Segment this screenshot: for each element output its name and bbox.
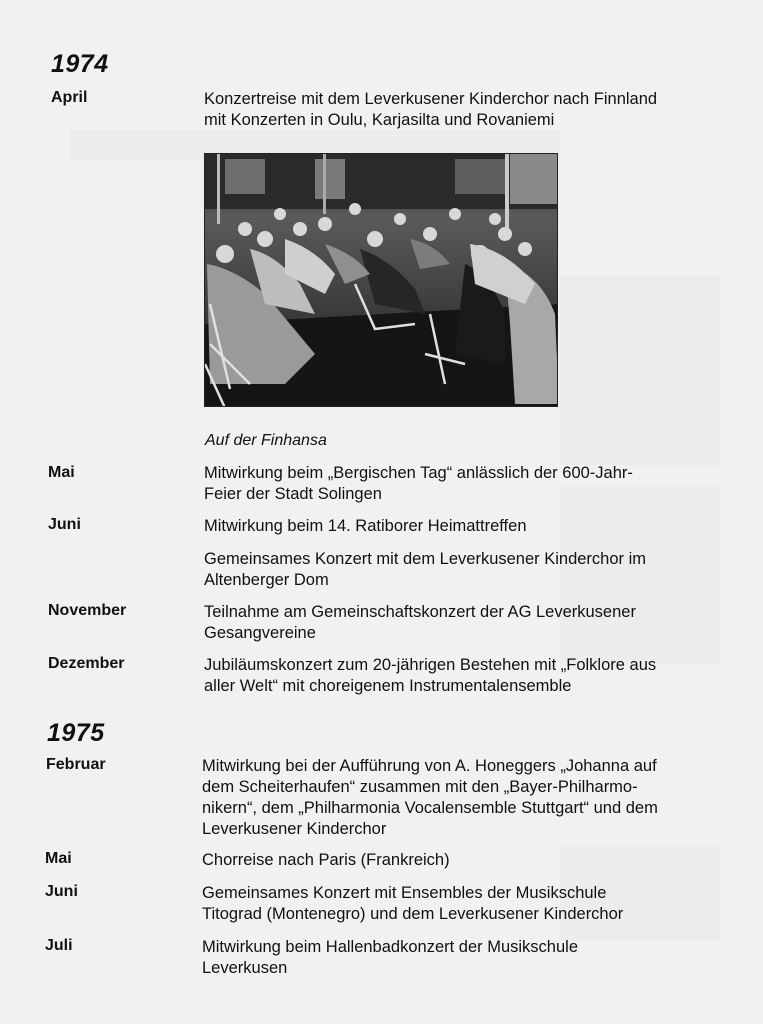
entry-text [202, 883, 722, 925]
month-label: Februar [46, 756, 106, 773]
entry-line: Konzertreise mit dem Leverkusener Kinderchor nach Finnland [204, 90, 658, 108]
concert-audience-photo [204, 153, 558, 407]
month-label: Mai [45, 850, 72, 867]
entry-line: Mitwirkung beim 14. Ratiborer Heimattreffen [204, 517, 527, 535]
entry-line: Mitwirkung beim Hallenbadkonzert der Musikschule [202, 938, 578, 956]
entry-line: Mitwirkung bei der Aufführung von A. Honeggers „Johanna auf [202, 757, 657, 775]
entry-line: Leverkusener Kinderchor [202, 820, 387, 838]
entry-line: Leverkusen [202, 959, 288, 977]
entry-text [204, 655, 724, 697]
entry-text [204, 602, 724, 644]
entry-line: mit Konzerten in Oulu, Karjasilta und Rovaniemi [204, 111, 555, 129]
photo-caption: Auf der Finhansa [205, 432, 327, 449]
entry-line: Teilnahme am Gemeinschaftskonzert der AG Leverkusener [204, 603, 636, 621]
month-label: Juni [45, 883, 78, 900]
entry-line: aller Welt“ mit choreigenem Instrumentalensemble [204, 677, 572, 695]
entry-line: Titograd (Montenegro) und dem Leverkusener Kinderchor [202, 905, 624, 923]
month-label: Mai [48, 464, 75, 481]
entry-text [204, 549, 724, 591]
month-label: Juni [48, 516, 81, 533]
entry-line: Chorreise nach Paris (Frankreich) [202, 851, 450, 869]
show-through-block [560, 275, 720, 465]
month-label: Dezember [48, 655, 125, 672]
entry-line: dem Scheiterhaufen“ zusammen mit den „Bayer-Philharmo- [202, 778, 638, 796]
entry-line: Mitwirkung beim „Bergischen Tag“ anlässlich der 600-Jahr- [204, 464, 633, 482]
month-label: Juli [45, 937, 73, 954]
entry-text [204, 516, 724, 537]
entry-line: nikern“, dem „Philharmonia Vocalensemble Stuttgart“ und dem [202, 799, 658, 817]
entry-text [202, 756, 722, 840]
entry-text [202, 937, 722, 979]
entry-line: Jubiläumskonzert zum 20-jährigen Bestehen mit „Folklore aus [204, 656, 657, 674]
entry-line: Gemeinsames Konzert mit dem Leverkusener Kinderchor im [204, 550, 647, 568]
entry-line: Gesangvereine [204, 624, 316, 642]
entry-line: Altenberger Dom [204, 571, 329, 589]
year-heading: 1974 [51, 50, 109, 78]
entry-text [204, 463, 724, 505]
month-label: April [51, 89, 88, 106]
entry-line: Gemeinsames Konzert mit Ensembles der Musikschule [202, 884, 607, 902]
year-heading: 1975 [47, 719, 105, 747]
entry-text [204, 89, 724, 131]
entry-text [202, 850, 722, 871]
entry-line: Feier der Stadt Solingen [204, 485, 382, 503]
month-label: November [48, 602, 127, 619]
